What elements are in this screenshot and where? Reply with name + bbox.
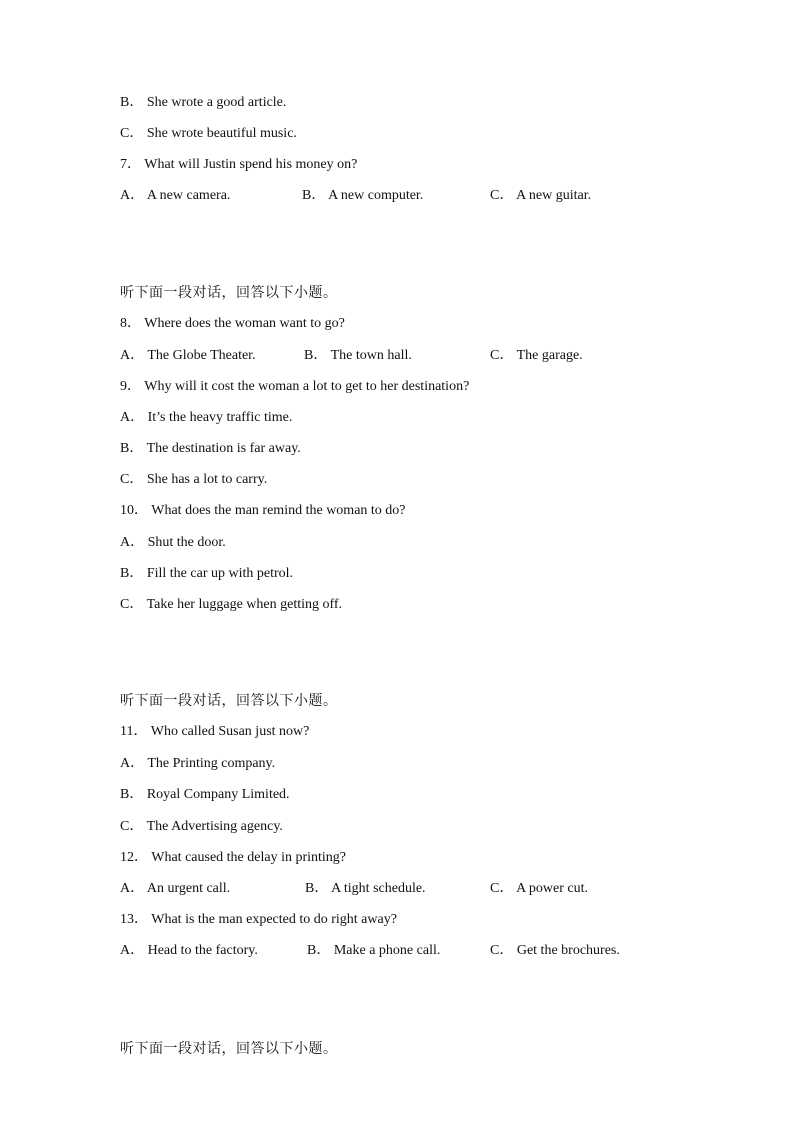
q11-option-b: B． Royal Company Limited.: [120, 787, 290, 802]
q10-option-a: A． Shut the door.: [120, 535, 226, 550]
q11-option-c: C． The Advertising agency.: [120, 819, 283, 834]
question-12: 12． What caused the delay in printing?: [120, 850, 347, 865]
question-7: 7． What will Justin spend his money on?: [120, 157, 358, 172]
q7-option-c: C． A new guitar.: [490, 188, 592, 203]
q12-option-c: C． A power cut.: [490, 881, 588, 896]
q6-option-b: B． She wrote a good article.: [120, 95, 287, 110]
section-heading: 听下面一段对话，回答以下小题。: [120, 693, 338, 709]
question-13: 13． What is the man expected to do right away?: [120, 912, 397, 927]
q13-option-b: B． Make a phone call.: [307, 943, 441, 958]
q7-option-a: A． A new camera.: [120, 188, 231, 203]
q12-option-a: A． An urgent call.: [120, 881, 231, 896]
q13-option-a: A． Head to the factory.: [120, 943, 258, 958]
q8-option-c: C． The garage.: [490, 348, 583, 363]
question-8: 8． Where does the woman want to go?: [120, 316, 345, 331]
q9-option-a: A． It’s the heavy traffic time.: [120, 410, 293, 425]
q8-option-a: A． The Globe Theater.: [120, 348, 256, 363]
q10-option-b: B． Fill the car up with petrol.: [120, 566, 294, 581]
question-10: 10． What does the man remind the woman to do?: [120, 503, 406, 518]
question-11: 11． Who called Susan just now?: [120, 724, 310, 739]
q6-option-c: C． She wrote beautiful music.: [120, 126, 297, 141]
q7-option-b: B． A new computer.: [302, 188, 424, 203]
q11-option-a: A． The Printing company.: [120, 756, 276, 771]
q9-option-b: B． The destination is far away.: [120, 441, 301, 456]
q10-option-c: C． Take her luggage when getting off.: [120, 597, 343, 612]
q12-option-b: B． A tight schedule.: [305, 881, 426, 896]
section-heading: 听下面一段对话，回答以下小题。: [120, 1041, 338, 1057]
q9-option-c: C． She has a lot to carry.: [120, 472, 268, 487]
question-9: 9． Why will it cost the woman a lot to get to her destination?: [120, 379, 470, 394]
section-heading: 听下面一段对话，回答以下小题。: [120, 285, 338, 301]
q13-option-c: C． Get the brochures.: [490, 943, 620, 958]
q8-option-b: B． The town hall.: [304, 348, 412, 363]
